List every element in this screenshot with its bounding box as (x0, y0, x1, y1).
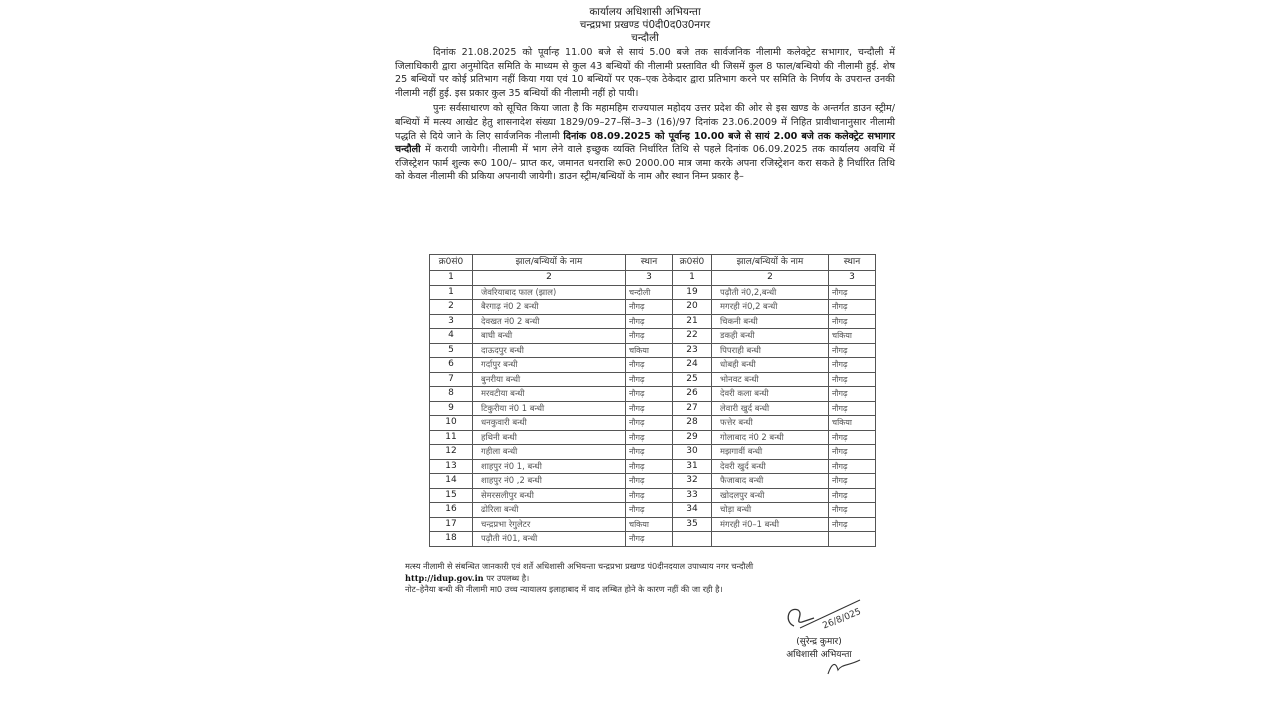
cell-place: नौगढ़ (829, 517, 876, 532)
cell-name: मरवटीया बन्धी (473, 387, 626, 402)
cell-sn: 12 (430, 445, 473, 460)
table-body (430, 285, 876, 546)
cell-place: नौगढ़ (829, 387, 876, 402)
cell-place: चकिया (829, 329, 876, 344)
cell-place: नौगढ़ (626, 372, 673, 387)
notice-document (395, 6, 895, 184)
cell-place: नौगढ़ (626, 445, 673, 460)
table-row (430, 488, 876, 503)
cell-sn: 32 (673, 474, 712, 489)
cell-sn: 16 (430, 503, 473, 518)
cell-place: नौगढ़ (829, 285, 876, 300)
cell-name: बैरगाढ़ नं0 2 बन्धी (473, 300, 626, 315)
cell-sn (673, 532, 712, 547)
cell-place: नौगढ़ (626, 503, 673, 518)
table-header-row (430, 255, 876, 271)
cell-name: पढ़ौती नं0,2,बन्धी (712, 285, 829, 300)
cell-place: नौगढ़ (829, 314, 876, 329)
cell-name: खोदलपुर बन्धी (712, 488, 829, 503)
cell-name: पढ़ौती नं01, बन्धी (473, 532, 626, 547)
table-row (430, 314, 876, 329)
cell-sn: 7 (430, 372, 473, 387)
cell-name: गोलाबाद नं0 2 बन्धी (712, 430, 829, 445)
cell-place: चकिया (829, 416, 876, 431)
header-name: झाल/बन्धियों के नाम (473, 255, 626, 271)
cell-sn: 24 (673, 358, 712, 373)
cell-place (829, 532, 876, 547)
cell-place: नौगढ़ (829, 343, 876, 358)
cell-place: नौगढ़ (829, 430, 876, 445)
paragraph-previous-auction: दिनांक 21.08.2025 को पूर्वान्ह 11.00 बजे से सायं 5.00 बजे तक सार्वजनिक नीलामी कलेक्ट्रेट सभागार, चन्दौली में जिलाधिकारी द्वारा अनुमोदित समिति के माध्यम से कुल 43 बन्धियों की नीलामी प्रस्तावित थी जिसमें कुल 8 फाल/बन्धियो की नीलामी हुई. शेष 25 बन्धियों पर कोई प्रतिभाग नहीं किया गया एवं 10 बन्धियों पर एक–एक ठेकेदार द्वारा प्रतिभाग करने पर समिति के निर्णय के उपरान्त उनकी नीलामी नहीं हुई. इस प्रकार कुल 35 बन्धियों की नीलामी नहीं हो पायी। (395, 47, 895, 99)
cell-sn: 18 (430, 532, 473, 547)
cell-sn: 10 (430, 416, 473, 431)
cell-name: लेवारी खुर्द बन्धी (712, 401, 829, 416)
cell-sn: 3 (430, 314, 473, 329)
cell-name: धनकुवारी बन्धी (473, 416, 626, 431)
cell-sn: 19 (673, 285, 712, 300)
column-number-row: 1 2 3 1 2 3 (430, 271, 876, 286)
cell-place: नौगढ़ (626, 300, 673, 315)
cell-place: नौगढ़ (626, 387, 673, 402)
cell-place: नौगढ़ (829, 474, 876, 489)
cell-name: देवरी खुर्द बन्धी (712, 459, 829, 474)
cell-sn: 23 (673, 343, 712, 358)
cell-name: टिकुरीया नं0 1 बन्धी (473, 401, 626, 416)
cell-sn: 17 (430, 517, 473, 532)
info-line: मत्स्य नीलामी से संबन्धित जानकारी एवं शर्ते अधिशासी अभियन्ता चन्द्रप्रभा प्रखण्ड पं0दीनदयाल उपाध्याय नगर चन्दौली (405, 561, 754, 571)
cell-sn: 8 (430, 387, 473, 402)
cell-place: नौगढ़ (829, 503, 876, 518)
signature-scribble-icon (764, 596, 874, 634)
svg-text:26/8/025: 26/8/025 (821, 607, 863, 632)
cell-place: नौगढ़ (626, 329, 673, 344)
cell-place: नौगढ़ (829, 372, 876, 387)
cell-place: नौगढ़ (626, 532, 673, 547)
header-sn: क्र0सं0 (673, 255, 712, 271)
table-row (430, 387, 876, 402)
cell-sn: 9 (430, 401, 473, 416)
cell-name (712, 532, 829, 547)
cell-sn: 22 (673, 329, 712, 344)
header-place: स्थान (829, 255, 876, 271)
office-header (395, 6, 895, 45)
cell-sn: 29 (673, 430, 712, 445)
table-row (430, 445, 876, 460)
cell-place: नौगढ़ (626, 416, 673, 431)
table-row (430, 401, 876, 416)
table-row (430, 430, 876, 445)
cell-name: बुनरीया बन्धी (473, 372, 626, 387)
cell-name: शाहपुर नं0 1, बन्धी (473, 459, 626, 474)
cell-name: देवरी कला बन्धी (712, 387, 829, 402)
cell-place: नौगढ़ (626, 314, 673, 329)
cell-name: धोबही बन्धी (712, 358, 829, 373)
table-row (430, 285, 876, 300)
cell-sn: 33 (673, 488, 712, 503)
cell-name: बाघी बन्धी (473, 329, 626, 344)
cell-sn: 26 (673, 387, 712, 402)
cell-place: नौगढ़ (626, 459, 673, 474)
table-row (430, 503, 876, 518)
footer-notes: मत्स्य नीलामी से संबन्धित जानकारी एवं शर्ते अधिशासी अभियन्ता चन्द्रप्रभा प्रखण्ड पं0दीनदयाल उपाध्याय नगर चन्दौली http://idup.gov.in पर उपलब्ध है। नोट–हेनैया बन्धी की नीलामी मा0 उच्च न्यायालय इलाहाबाद में वाद लम्बित होने के कारण नहीं की जा रही है। (405, 561, 880, 596)
header-sn: क्र0सं0 (430, 255, 473, 271)
cell-name: मगरही नं0,2 बन्धी (712, 300, 829, 315)
cell-name: दाऊदपुर बन्धी (473, 343, 626, 358)
division-name: चन्द्रप्रभा प्रखण्ड पं0दी0द0उ0नगर (579, 19, 711, 31)
cell-name: फैजाबाद बन्धी (712, 474, 829, 489)
table-row (430, 300, 876, 315)
signatory-name: (सुरेन्द्र कुमार) (796, 637, 842, 647)
cell-place: नौगढ़ (626, 474, 673, 489)
cell-name: भोनवट बन्धी (712, 372, 829, 387)
table-row (430, 372, 876, 387)
cell-sn: 13 (430, 459, 473, 474)
cell-sn: 11 (430, 430, 473, 445)
cell-name: शाहपुर नं0 ,2 बन्धी (473, 474, 626, 489)
cell-sn: 27 (673, 401, 712, 416)
cell-sn: 15 (430, 488, 473, 503)
cell-name: चन्द्रप्रभा रेगुलेटर (473, 517, 626, 532)
bandhi-list-table (429, 254, 876, 547)
cell-name: गहीला बन्धी (473, 445, 626, 460)
cell-place: नौगढ़ (829, 401, 876, 416)
cell-sn: 31 (673, 459, 712, 474)
cell-name: मंगरही नं0–1 बन्धी (712, 517, 829, 532)
cell-sn: 1 (430, 285, 473, 300)
signatory-designation: अधिशासी अभियन्ता (786, 650, 852, 660)
district-name: चन्दौली (631, 32, 659, 44)
signature-block (764, 596, 874, 676)
cell-sn: 21 (673, 314, 712, 329)
table-row (430, 358, 876, 373)
cell-place: चकिया (626, 517, 673, 532)
table-row (430, 474, 876, 489)
table-row (430, 532, 876, 547)
paragraph-auction-notice: पुनः सर्वसाधारण को सूचित किया जाता है कि महामहिम राज्यपाल महोदय उत्तर प्रदेश की ओर से इस खण्ड के अन्तर्गत डाउन स्ट्रीम/बन्धियों में मत्स्य आखेट हेतु शासनादेश संख्या 1829/09–27–सिं–3–3 (16)/97 दिनांक 23.06.2009 में निहित प्रावीधानानुसार नीलामी पद्धति से दिये जाने के लिए सार्वजनिक नीलामी दिनांक 08.09.2025 को पूर्वान्ह 10.00 बजे से सायं 2.00 बजे तक कलेक्ट्रेट सभागार चन्दौली में करायी जायेगी। नीलामी में भाग लेने वाले इच्छुक व्यक्ति निर्धारित तिथि से पहले दिनांक 06.09.2025 तक कार्यालय अवधि में रजिस्ट्रेशन फार्म शुल्क रू0 100/– प्राप्त कर, जमानत धनराशि रू0 2000.00 मात्र जमा करके अपना रजिस्ट्रेशन करा सकते है निर्धारित तिथि को केवल नीलामी की प्रकिया अपनायी जायेगी। डाउन स्ट्रीम/बन्धियों के नाम और स्थान निम्न प्रकार है– (395, 103, 895, 183)
cell-sn: 14 (430, 474, 473, 489)
cell-place: चकिया (626, 343, 673, 358)
cell-place: चन्दौली (626, 285, 673, 300)
cell-name: मझगावीं बन्धी (712, 445, 829, 460)
cell-name: गर्दापुर बन्धी (473, 358, 626, 373)
cell-sn: 28 (673, 416, 712, 431)
table-row (430, 517, 876, 532)
cell-sn: 34 (673, 503, 712, 518)
cell-place: नौगढ़ (626, 430, 673, 445)
office-title: कार्यालय अधिशासी अभियन्ता (589, 6, 701, 18)
cell-name: देवखत नं0 2 बन्धी (473, 314, 626, 329)
header-name: झाल/बन्धियों के नाम (712, 255, 829, 271)
cell-sn: 4 (430, 329, 473, 344)
cell-place: नौगढ़ (829, 358, 876, 373)
auction-date-highlight: दिनांक 08.09.2025 को पूर्वान्ह 10.00 बजे से सायं 2.00 बजे तक कलेक्ट्रेट सभागार चन्दौली (395, 130, 895, 156)
website-link[interactable]: http://idup.gov.in (405, 572, 484, 583)
table-row (430, 329, 876, 344)
cell-name: डकही बन्धी (712, 329, 829, 344)
cell-name: फत्तेर बन्धी (712, 416, 829, 431)
cell-sn: 30 (673, 445, 712, 460)
cell-name: चोड़ा बन्धी (712, 503, 829, 518)
table-row (430, 459, 876, 474)
cell-name: ढोरिला बन्धी (473, 503, 626, 518)
cell-place: नौगढ़ (829, 459, 876, 474)
cell-name: सेमरसलीपुर बन्धी (473, 488, 626, 503)
cell-sn: 35 (673, 517, 712, 532)
court-note: नोट–हेनैया बन्धी की नीलामी मा0 उच्च न्यायालय इलाहाबाद में वाद लम्बित होने के कारण नहीं की जा रही है। (405, 584, 723, 594)
table-row (430, 416, 876, 431)
cell-sn: 6 (430, 358, 473, 373)
cell-name: पिपराही बन्धी (712, 343, 829, 358)
cell-place: नौगढ़ (829, 300, 876, 315)
cell-name: चिकनी बन्धी (712, 314, 829, 329)
cell-place: नौगढ़ (829, 488, 876, 503)
cell-name: हथिनी बन्धी (473, 430, 626, 445)
cell-sn: 20 (673, 300, 712, 315)
cell-sn: 2 (430, 300, 473, 315)
cell-place: नौगढ़ (626, 401, 673, 416)
cell-name: जेवरियाबाद फाल (झाल) (473, 285, 626, 300)
table-row (430, 343, 876, 358)
cell-sn: 5 (430, 343, 473, 358)
header-place: स्थान (626, 255, 673, 271)
cell-place: नौगढ़ (626, 488, 673, 503)
cell-place: नौगढ़ (626, 358, 673, 373)
cell-place: नौगढ़ (829, 445, 876, 460)
cell-sn: 25 (673, 372, 712, 387)
